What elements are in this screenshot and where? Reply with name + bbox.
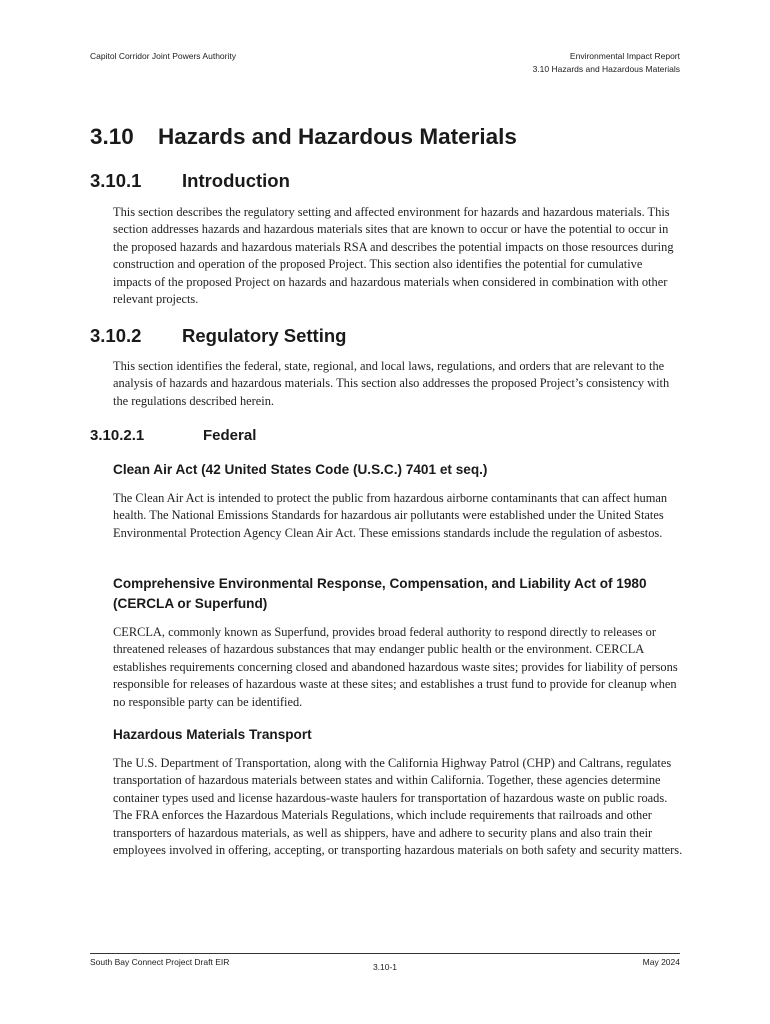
footer-project: South Bay Connect Project Draft EIR (90, 957, 230, 967)
section-title: Hazards and Hazardous Materials (158, 124, 517, 149)
intro-number: 3.10.1 (90, 170, 142, 191)
regulatory-paragraph: This section identifies the federal, state, regional, and local laws, regulations, and orders that are relevant to the analysis of hazards and hazardous materials. This section also addresses the proposed Project’s consistency with the regulations described herein. (113, 359, 670, 408)
intro-title: Introduction (182, 170, 290, 191)
transport-paragraph: The U.S. Department of Transportation, along with the California Highway Patrol (CHP) and Caltrans, regulates transportation of hazardous materials between states and within California. Together, these agencies determine container types used and license hazardous-waste haulers for transportation of hazardous waste on public roads. The FRA enforces the Hazardous Materials Regulations, which include requirements that railroads and other transporters of hazardous materials, as well as shippers, have and adhere to security plans and also train their employees involved in offering, accepting, or transporting hazardous materials on both safety and security matters. (113, 756, 683, 858)
footer-page-number: 3.10-1 (372, 962, 398, 972)
regulatory-heading (90, 325, 346, 347)
header-right (533, 50, 680, 76)
cercla-heading: Comprehensive Environmental Response, Compensation, and Liability Act of 1980 (CERCLA or Superfund) (113, 576, 647, 611)
section-heading (90, 124, 517, 150)
header-section-title: 3.10 Hazards and Hazardous Materials (532, 64, 680, 74)
section-number: 3.10 (90, 124, 134, 149)
clean-air-heading: Clean Air Act (42 United States Code (U.S.C.) 7401 et seq.) (113, 462, 488, 477)
federal-number: 3.10.2.1 (90, 427, 145, 444)
footer-date: May 2024 (642, 957, 680, 967)
transport-heading: Hazardous Materials Transport (113, 727, 312, 742)
federal-heading (90, 427, 256, 444)
clean-air-paragraph: The Clean Air Act is intended to protect the public from hazardous airborne contaminants that can affect human health. The National Emissions Standards for hazardous air pollutants were established under the United States Environmental Protection Agency Clean Air Act. These emissions standards include the regulation of asbestos. (113, 491, 668, 540)
footer-divider (90, 953, 680, 954)
intro-paragraph: This section describes the regulatory setting and affected environment for hazards and hazardous materials. This section addresses hazards and hazardous materials sites that are known to occur or have the potential to occur in the proposed hazards and hazardous materials RSA and describes the potential impacts on those resources during construction and operation of the proposed Project. This section also identifies the potential for cumulative impacts of the proposed Project on hazards and hazardous materials when considered in combination with other relevant projects. (113, 205, 674, 307)
header-report-title: Environmental Impact Report (569, 51, 680, 61)
regulatory-number: 3.10.2 (90, 325, 142, 346)
federal-title: Federal (203, 427, 257, 444)
intro-heading (90, 170, 290, 192)
header-agency: Capitol Corridor Joint Powers Authority (90, 51, 236, 61)
header-left (90, 50, 236, 63)
cercla-paragraph: CERCLA, commonly known as Superfund, provides broad federal authority to respond directly to releases or threatened releases of hazardous substances that may endanger public health or the environment. CERCLA establishes requirements concerning closed and abandoned hazardous waste sites; provides for liability of persons responsible for releases of hazardous waste at these sites; and establishes a trust fund to provide for cleanup when no responsible party can be identified. (113, 625, 678, 709)
regulatory-title: Regulatory Setting (182, 325, 347, 346)
